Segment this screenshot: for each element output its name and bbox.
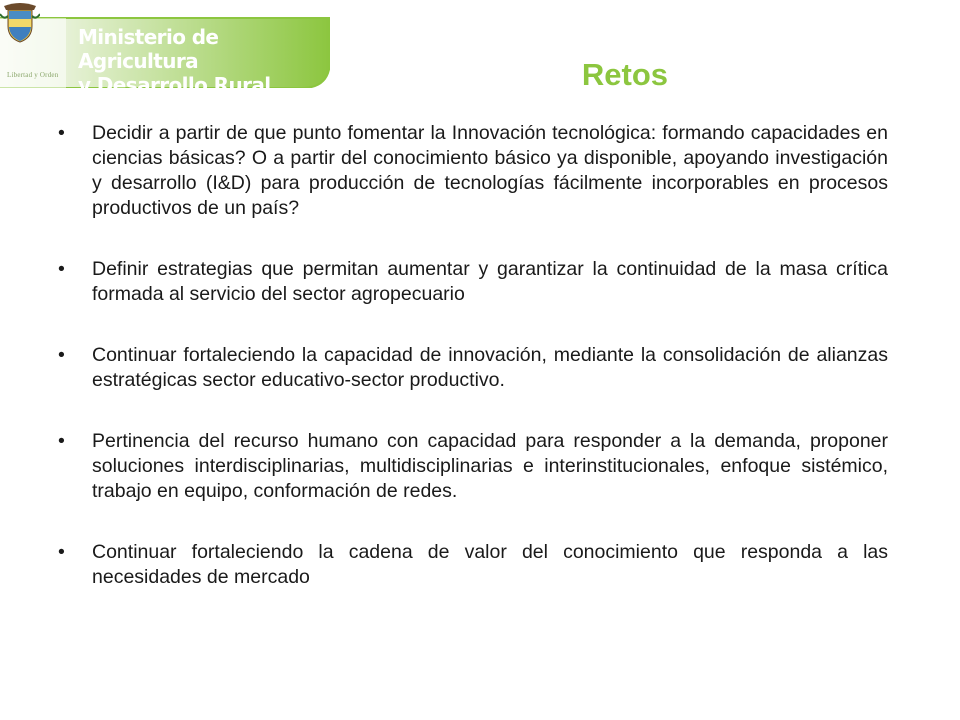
- bullet-text: Decidir a partir de que punto fomentar la Innovación tecnológica: formando capacidades en ciencias básicas? O a partir del conocimiento básico ya disponible, apoyando investigación y desarrollo (I&D) para producción de tecnologías fácilmente incorporables en procesos productivos de un país?: [92, 122, 888, 219]
- bullet-text: Pertinencia del recurso humano con capacidad para responder a la demanda, proponer soluciones interdisciplinarias, multidisciplinarias e interinstitucionales, enfoque sistémico, trabajo en equipo, conformación de redes.: [92, 430, 888, 502]
- bullet-marker: •: [58, 344, 65, 366]
- colombia-coat-of-arms-icon: [0, 0, 40, 44]
- bullet-text: Definir estrategias que permitan aumentar y garantizar la continuidad de la masa crítica formada al servicio del sector agropecuario: [92, 258, 888, 305]
- list-item: [58, 121, 888, 221]
- bullet-marker: •: [58, 541, 65, 563]
- bullet-text: Continuar fortaleciendo la cadena de valor del conocimiento que responda a las necesidades de mercado: [92, 541, 888, 588]
- ministry-name-line1: Ministerio de Agricultura: [78, 25, 219, 73]
- bullet-marker: •: [58, 258, 65, 280]
- bullet-marker: •: [58, 430, 65, 452]
- list-item: [58, 343, 888, 393]
- ministry-name-line2: y Desarrollo Rural: [78, 73, 271, 97]
- list-item: [58, 429, 888, 504]
- list-item: [58, 257, 888, 307]
- list-item: [58, 540, 888, 590]
- slide-title: Retos: [581, 57, 669, 92]
- bullet-marker: •: [58, 122, 65, 144]
- motto-text: Libertad y Orden: [7, 71, 59, 79]
- bullet-list: [58, 121, 888, 626]
- bullet-text: Continuar fortaleciendo la capacidad de innovación, mediante la consolidación de alianzas estratégicas sector educativo-sector productivo.: [92, 344, 888, 391]
